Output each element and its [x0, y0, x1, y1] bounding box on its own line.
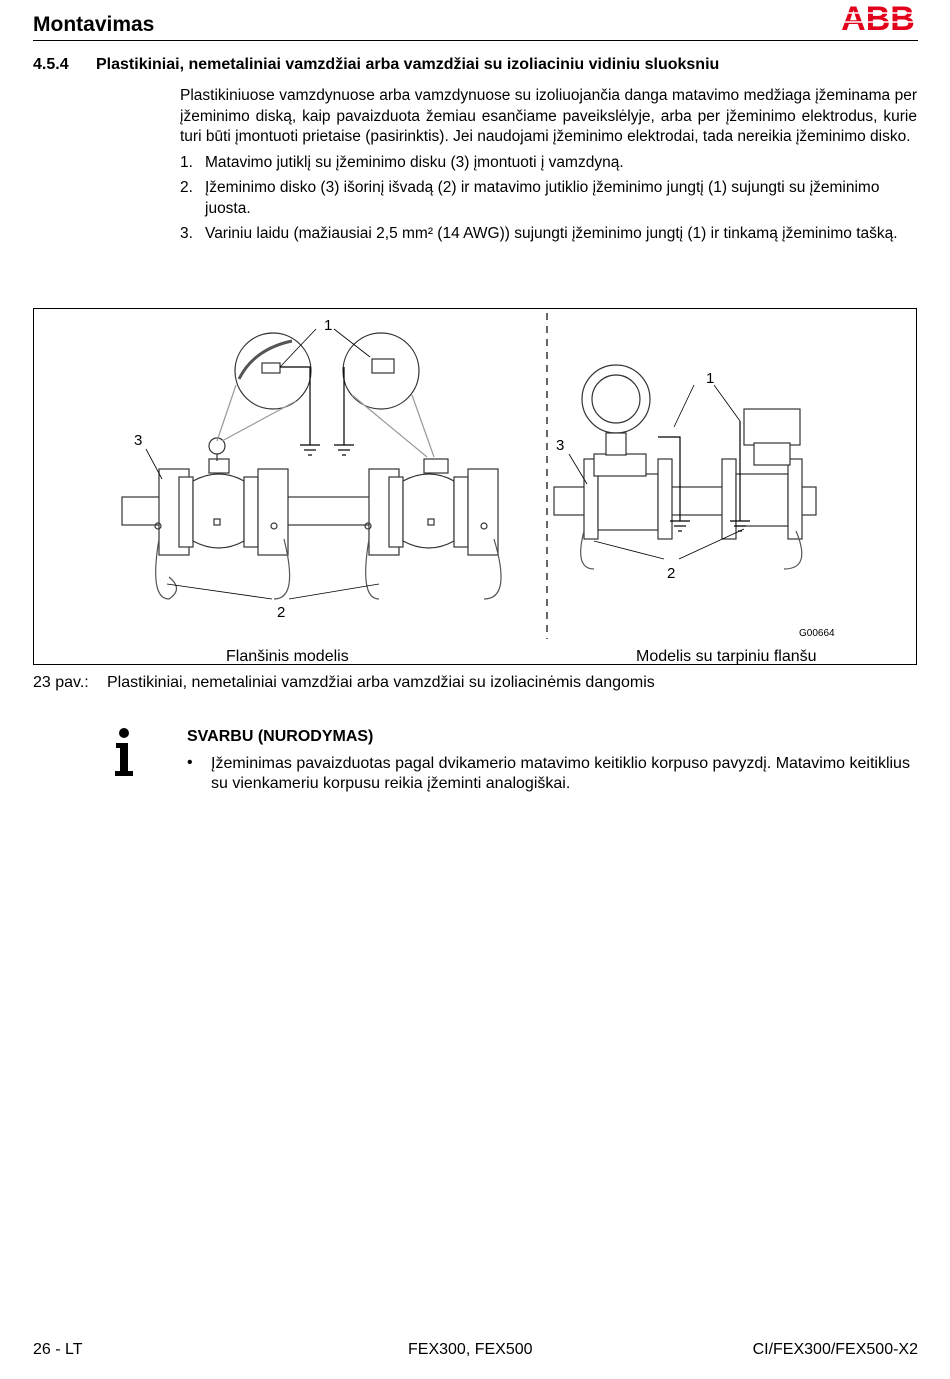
step-text: Matavimo jutiklį su įžeminimo disku (3) įmontuoti į vamzdyną.: [205, 153, 624, 171]
flanged-meter-left: [155, 438, 290, 599]
note-text: Įžeminimas pavaizduotas pagal dvikamerio matavimo keitiklio korpuso pavyzdį. Matavimo keitiklius su vienkameriu korpusu reikia įžeminti analogiškai.: [211, 755, 910, 792]
figure-code: G00664: [799, 628, 835, 639]
label-3-left: 3: [134, 432, 143, 449]
section-title: Plastikiniai, nemetaliniai vamzdžiai arba vamzdžiai su izoliaciniu vidiniu sluoksniu: [96, 56, 720, 73]
footer-product: FEX300, FEX500: [408, 1341, 533, 1358]
info-icon: [113, 727, 135, 777]
grounding-drawing: [34, 309, 917, 665]
step-number: 1.: [180, 153, 193, 171]
figure-caption-number: 23 pav.:: [33, 674, 89, 691]
body-text: [180, 86, 917, 245]
step-text: Variniu laidu (mažiausiai 2,5 mm² (14 AWG)) sujungti įžeminimo jungtį (1) ir tinkamą įžeminimo tašką.: [205, 225, 898, 242]
grounding-figure: [33, 308, 917, 665]
step-number: 2.: [180, 179, 193, 196]
page-header-title: Montavimas: [33, 13, 155, 36]
intro-paragraph: Plastikiniuose vamzdynuose arba vamzdynuose su izoliuojančia danga matavimo medžiaga įžeminama per įžeminimo diską, kaip pavaizduota žemiau esančiame paveikslėlyje, arba per įžeminimo elektrodus, kurie turi būti įmontuoti prietaise (pasirinktis). Jei naudojami įžeminimo elektrodai, tada nereikia įžeminimo disko.: [180, 87, 917, 145]
label-2-left: 2: [277, 604, 286, 621]
note-title: SVARBU (NURODYMAS): [187, 728, 374, 745]
section-number: 4.5.4: [33, 56, 69, 73]
abb-logo: [838, 2, 918, 34]
label-1-right: 1: [706, 370, 715, 387]
step-item: [180, 178, 917, 219]
label-3-right: 3: [556, 437, 565, 454]
label-1-left: 1: [324, 317, 333, 334]
wafer-meter-left: [581, 365, 672, 569]
step-item: [180, 153, 917, 174]
label-2-right: 2: [667, 565, 676, 582]
figure-caption-text: Plastikiniai, nemetaliniai vamzdžiai arba vamzdžiai su izoliacinėmis dangomis: [107, 674, 655, 691]
footer-page-number: 26 - LT: [33, 1341, 83, 1358]
figure-caption-flanged: Flanšinis modelis: [226, 648, 349, 665]
header-rule: [33, 40, 918, 41]
step-text: Įžeminimo disko (3) išorinį išvadą (2) ir matavimo jutiklio įžeminimo jungtį (1) sujungti su įžeminimo juosta.: [205, 179, 880, 217]
figure-caption-wafer: Modelis su tarpiniu flanšu: [636, 648, 817, 665]
step-item: [180, 224, 917, 245]
step-number: 3.: [180, 225, 193, 242]
flanged-meter-right: [365, 459, 501, 599]
wafer-meter-right: [722, 409, 802, 569]
note-bullet: •: [187, 754, 193, 771]
svg-text:ABB: ABB: [841, 2, 915, 34]
footer-doc-id: CI/FEX300/FEX500-X2: [752, 1341, 918, 1358]
